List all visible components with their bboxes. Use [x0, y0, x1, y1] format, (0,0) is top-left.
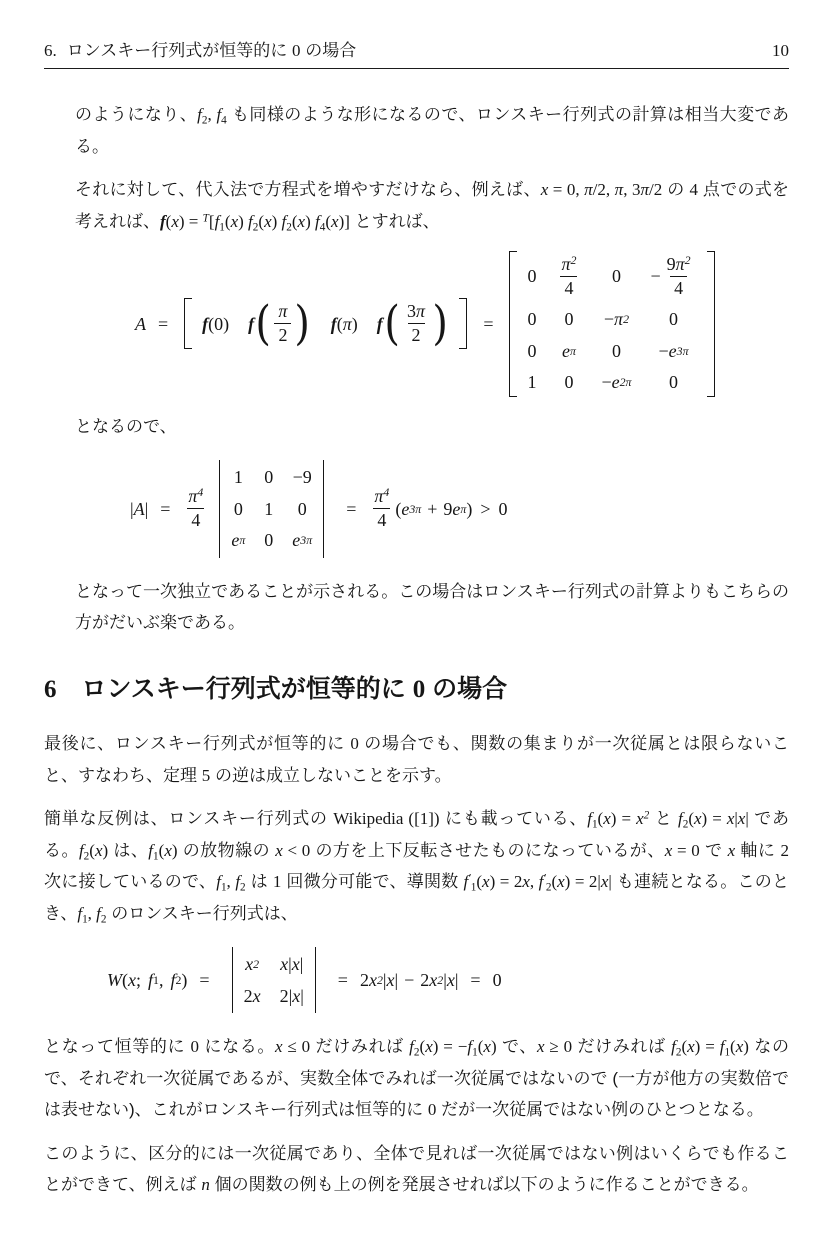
page-number: 10: [772, 41, 789, 60]
running-head: [44, 36, 789, 69]
page-content: [44, 99, 789, 1201]
paragraph-tonarunode: となるので、: [75, 416, 177, 436]
display-formula-determinant-A: | A | = $\frac{\pi^4}{4}$ 1 0 −9 0 1 0 e π 0 e 3π = $\frac{\pi^4}{4}$ ( e 3π + 9 e π ) > 0: [130, 460, 789, 558]
paragraph-independence-shown: となって一次独立であることが示される。この場合はロンスキー行列式の計算よりもこちらの方がだいぶ楽である。: [75, 581, 789, 633]
page-body: [44, 36, 789, 1213]
paragraph-counterexample-wikipedia: 簡単な反例は、ロンスキー行列式の Wikipedia ([1]) にも載っている、$f1(x) = x^2$ と f2(x) = x|x| である。f2(x) は、f1(x) の放物線の x < 0 の方を上下反転させたものになっているが、x = 0 で x 軸に 2 次に接しているので、f1, f2 は 1 回微分可能で、導関数 f′1(x) = 2x, f′2(x) = 2|x| も連続となる。このとき、f1, f2 のロンスキー行列式は、: [44, 809, 790, 926]
paragraph-piecewise-dependent: このように、区分的には一次従属であり、全体で見れば一次従属ではない例はいくらでも作ることができて、例えば n 個の関数の例も上の例を発展させれば以下のように作ることができる。: [44, 1143, 789, 1195]
paragraph-identically-zero: となって恒等的に 0 になる。x ≤ 0 だけみれば f2(x) = −f1(x) で、x ≥ 0 だけみれば f2(x) = f1(x) なので、それぞれ一次従属であるが、実数全体でみれば一次従属ではないので (一方が他方の実数倍では表せない)、これがロンスキー行列式は恒等的に 0 だが一次従属ではない例のひとつとなる。: [44, 1037, 789, 1120]
paragraph-theorem5-converse: 最後に、ロンスキー行列式が恒等的に 0 の場合でも、関数の集まりが一次従属とは限らないこと、すなわち、定理 5 の逆は成立しないことを示す。: [44, 734, 789, 785]
paragraph-wronskian-hard: のようになり、f2, f4 も同様のような形になるので、ロンスキー行列式の計算は相当大変である。: [75, 105, 790, 156]
running-head-title: 6. ロンスキー行列式が恒等的に 0 の場合: [44, 41, 357, 60]
paragraph-substitution-method: それに対して、代入法で方程式を増やすだけなら、例えば、x = 0, π/2, π, 3π/2 の 4 点での式を考えれば、f(x) = $^T$[f1(x) f2(x) f2(x) f4(x)] とすれば、: [75, 180, 789, 233]
section-heading-6: 6 ロンスキー行列式が恒等的に 0 の場合: [44, 674, 508, 703]
display-formula-wronskian-W: W ( x ; f 1 , f 2 ) = x 2 x | x | 2 x 2| x | = 2 x 2 | x | − 2 x 2 | x | = 0: [107, 947, 789, 1013]
display-formula-matrix-A: A = f (0) f ( $\frac{\pi}{2}$ ) f ( π ) f ( $\frac{3\pi}{2}$ ) = 0 $\frac{\pi^2}{4}$ 0 − $\frac{9\pi^2}{4}$ 0 0 − π 2 0 0 e π 0 − e 3π 1 0 − e 2π 0: [135, 251, 789, 397]
continued-subsection-block: [44, 99, 789, 639]
